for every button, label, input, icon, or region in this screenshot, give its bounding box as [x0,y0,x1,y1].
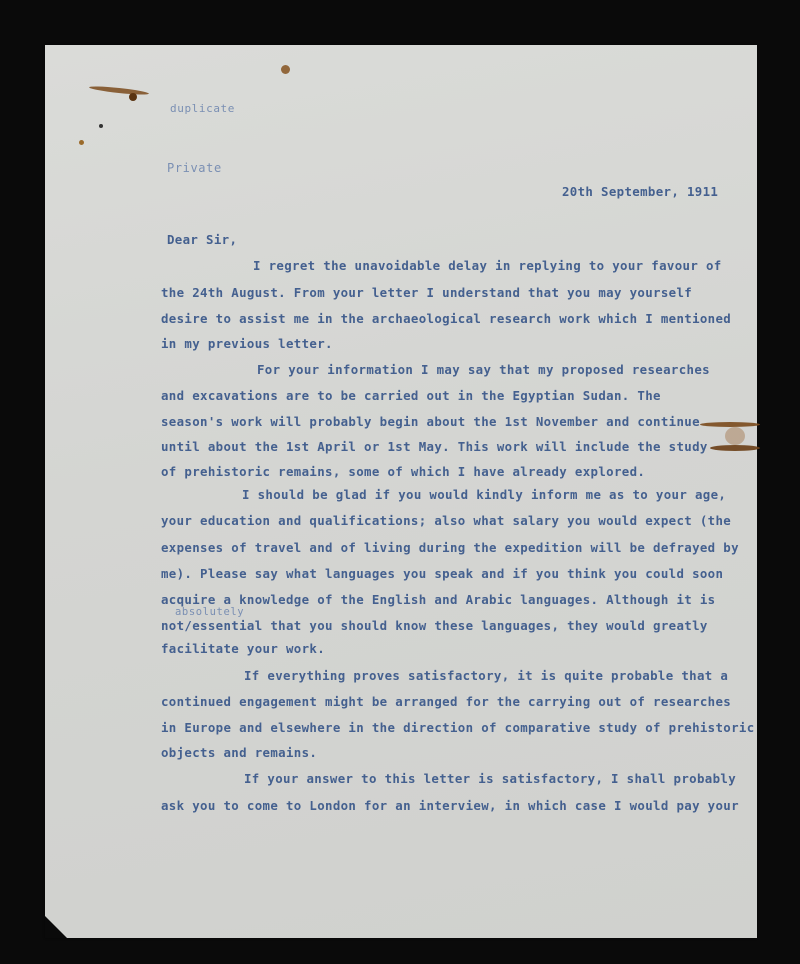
body-line: If everything proves satisfactory, it is quite probable that a [244,668,729,683]
rust-stain [725,427,745,445]
rust-stain [710,445,760,451]
body-line: objects and remains. [161,745,318,760]
rust-stain [281,65,290,74]
rust-stain [99,124,103,128]
body-line: I regret the unavoidable delay in replying to your favour of [253,258,722,273]
body-line: ask you to come to London for an interview, in which case I would pay your [161,798,739,813]
body-line: your education and qualifications; also what salary you would expect (the [161,513,732,528]
letter-page [45,45,757,938]
salutation: Dear Sir, [167,232,238,247]
body-line: desire to assist me in the archaeological research work which I mentioned [161,311,732,326]
body-line: in my previous letter. [161,336,333,351]
body-line: the 24th August. From your letter I understand that you may yourself [161,285,693,300]
body-line: in Europe and elsewhere in the direction of comparative study of prehistoric [161,720,755,735]
rust-stain [700,422,760,427]
body-line: expenses of travel and of living during the expedition will be defrayed by [161,540,739,555]
rust-stain [79,140,84,145]
body-line: If your answer to this letter is satisfactory, I shall probably [244,771,737,786]
rust-stain [89,85,149,96]
body-line: For your information I may say that my proposed researches [257,362,710,377]
body-line: me). Please say what languages you speak and if you think you could soon [161,566,724,581]
body-line: not/essential that you should know these languages, they would greatly [161,618,708,633]
torn-corner [45,916,67,938]
interlinear-insert: absolutely [175,606,245,618]
duplicate-annotation: duplicate [170,102,236,115]
rust-stain [129,93,137,101]
body-line: facilitate your work. [161,641,326,656]
body-line: until about the 1st April or 1st May. This work will include the study [161,439,708,454]
body-line: I should be glad if you would kindly inform me as to your age, [242,487,727,502]
private-label: Private [167,161,222,175]
body-line: season's work will probably begin about the 1st November and continue [161,414,700,429]
body-line: and excavations are to be carried out in the Egyptian Sudan. The [161,388,661,403]
body-line: continued engagement might be arranged for the carrying out of researches [161,694,732,709]
body-line: acquire a knowledge of the English and Arabic languages. Although it is [161,592,716,607]
body-line: of prehistoric remains, some of which I have already explored. [161,464,646,479]
letter-date: 20th September, 1911 [562,184,719,199]
